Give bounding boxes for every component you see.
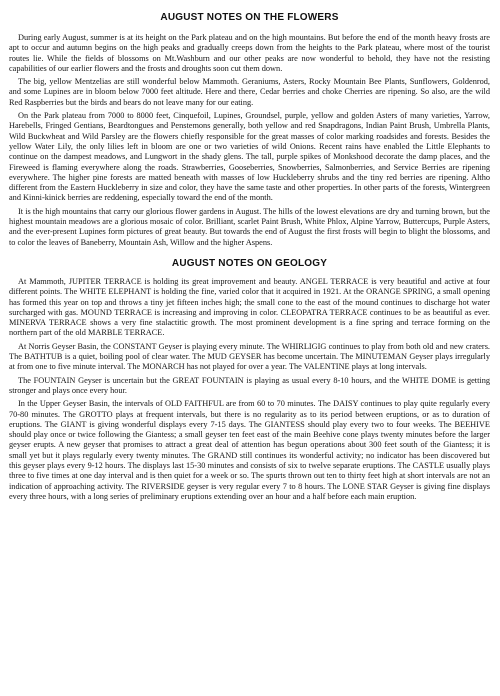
geology-paragraph-1: At Mammoth, JUPITER TERRACE is holding its great improvement and beauty. ANGEL TERRACE is very beautiful and active at four different points. The WHITE ELEPHANT is holding the fine, varied color that it acquired in 1921. At the ORANGE SPRING, a small opening has formed this year on top and throws a tiny jet fifteen inches high; the small cone to the east of the mound continues to discharge hot water surcharged with gas. MOUND TERRACE is increasing and improving in color. CLEOPATRA TERRACE continues to be as beautiful as ever. MINERVA TERRACE shows a very fine stalactitic growth. The most prominent development is a fine spring and terrace forming on the northern part of the old MARBLE TERRACE. <box>9 276 490 338</box>
geology-heading: AUGUST NOTES ON GEOLOGY <box>171 257 328 269</box>
geology-paragraph-3: The FOUNTAIN Geyser is uncertain but the GREAT FOUNTAIN is playing as usual every 8-10 hours, and the WHITE DOME is getting stronger and plays once every hour. <box>9 375 490 395</box>
flowers-paragraph-3: On the Park plateau from 7000 to 8000 feet, Cinquefoil, Lupines, Groundsel, purple, yellow and golden Asters of many varieties, Yarrow, Harebells, Fringed Gentians, Beardtongues and Penstemons generally, both yellow and red Snapdragons, Indian Paint Brush, Umbrella Plants, Wild Buckwheat and Wild Parsley are the flowers chiefly responsible for the great masses of color marking roadsides and forests. Besides the yellow Water Lily, the only lilies left in bloom are one or two varieties of wild Onions. Recent rains have enabled the Little Elephants to continue on the dampest meadows, and Lungwort in the shady glens. The tall, purple spikes of Monkshood decorate the damp places, and the Fireweed is flaming everywhere along the roads. Strawberries, Gooseberries, Snowberries, Salmonberries, and Service Berries are ripening everywhere. The higher pine forests are matted beneath with masses of low Huckleberry shrubs and the tiny red berries are ripening. Altho different from the Eastern Huckleberry in size and color, they have the same taste and other properties. In other parts of the forests, Wintergreen and Kinni-kinick berries are reddening, especially toward the end of the month. <box>9 111 490 203</box>
flowers-section <box>9 12 490 248</box>
geology-paragraph-2: At Norris Geyser Basin, the CONSTANT Geyser is playing every minute. The WHIRLIGIG continues to play from both old and new craters. The BATHTUB is a quiet, boiling pool of clear water. The MUD GEYSER has become uncertain. The MINUTEMAN Geyser plays irregularly at from one to five minute interval. The MONARCH has not played for over a year. The VALENTINE plays at long intervals. <box>9 341 490 372</box>
flowers-paragraph-4: It is the high mountains that carry our glorious flower gardens in August. The hills of the lowest elevations are dry and turning brown, but the highest mountain meadows are a glorious mosaic of color. Brilliant, scarlet Paint Brush, White Phlox, Alpine Yarrow, Buttercups, Purple Asters, and the ever-present Lupines form pictures of great beauty. But towards the end of August the first frosts will begin to blight the blossoms, and to color the leaves of Baneberry, Mountain Ash, Willow and the higher Aspens. <box>9 206 490 247</box>
geology-paragraph-4: In the Upper Geyser Basin, the intervals of OLD FAITHFUL are from 60 to 70 minutes. The DAISY continues to play quite regularly every 70-80 minutes. The GROTTO plays at frequent intervals, but there is no regularity as to its period between eruptions, or as to duration of eruptions. The GIANT is giving wonderful displays every 7-15 days. The GIANTESS should play every two to four weeks. The BEEHIVE should play once or twice following the Giantess; a small geyser ten feet east of the main Beehive cone plays twenty minutes before the larger geyser erupts. A new geyser that promises to attract a great deal of attention has begun operations about 300 feet south of the Giantess; it is small yet but it plays regularly every twenty minutes. The GRAND still continues its wonderful activity; no indicator has been discovered but this geyser plays every 9-12 hours. The displays last 15-30 minutes and consists of six to twelve separate eruptions. The CASTLE usually plays three to five times at one day interval and is then quiet for a week or so. The spurts thrown out ten to thirty feet high at short intervals are not an indication of approaching activity. The RIVERSIDE geyser is very regular every 7 to 8 hours. The LONE STAR Geyser is giving fine displays every three hours, with a long series of preliminary eruptions extending over an hour and a half before each main eruption. <box>9 399 490 501</box>
flowers-heading: AUGUST NOTES ON THE FLOWERS <box>160 12 339 23</box>
flowers-paragraph-2: The big, yellow Mentzelias are still wonderful below Mammoth. Geraniums, Asters, Rocky Mountain Bee Plants, Sunflowers, Goldenrod, and some Lupines are in bloom below 7000 feet altitude. Here and there, Cedar berries and choke Cherries are ripening. So also, are the wild Red Raspberries but the birds and bears do not leave many for our eating. <box>9 77 490 107</box>
geology-section <box>9 258 490 502</box>
flowers-paragraph-1: During early August, summer is at its height on the Park plateau and on the high mountains. But before the end of the month heavy frosts are apt to occur and autumn begins on the high peaks and gradually creeps down from the heights to the Park plateau, where most of the tourist routes lie. While the fields of blossoms on Mt.Washburn and our other peaks are now wonderful to behold, they have not the resisting capabilities of our earlier flowers and the frosts and droughts soon cut them down. <box>9 33 490 73</box>
